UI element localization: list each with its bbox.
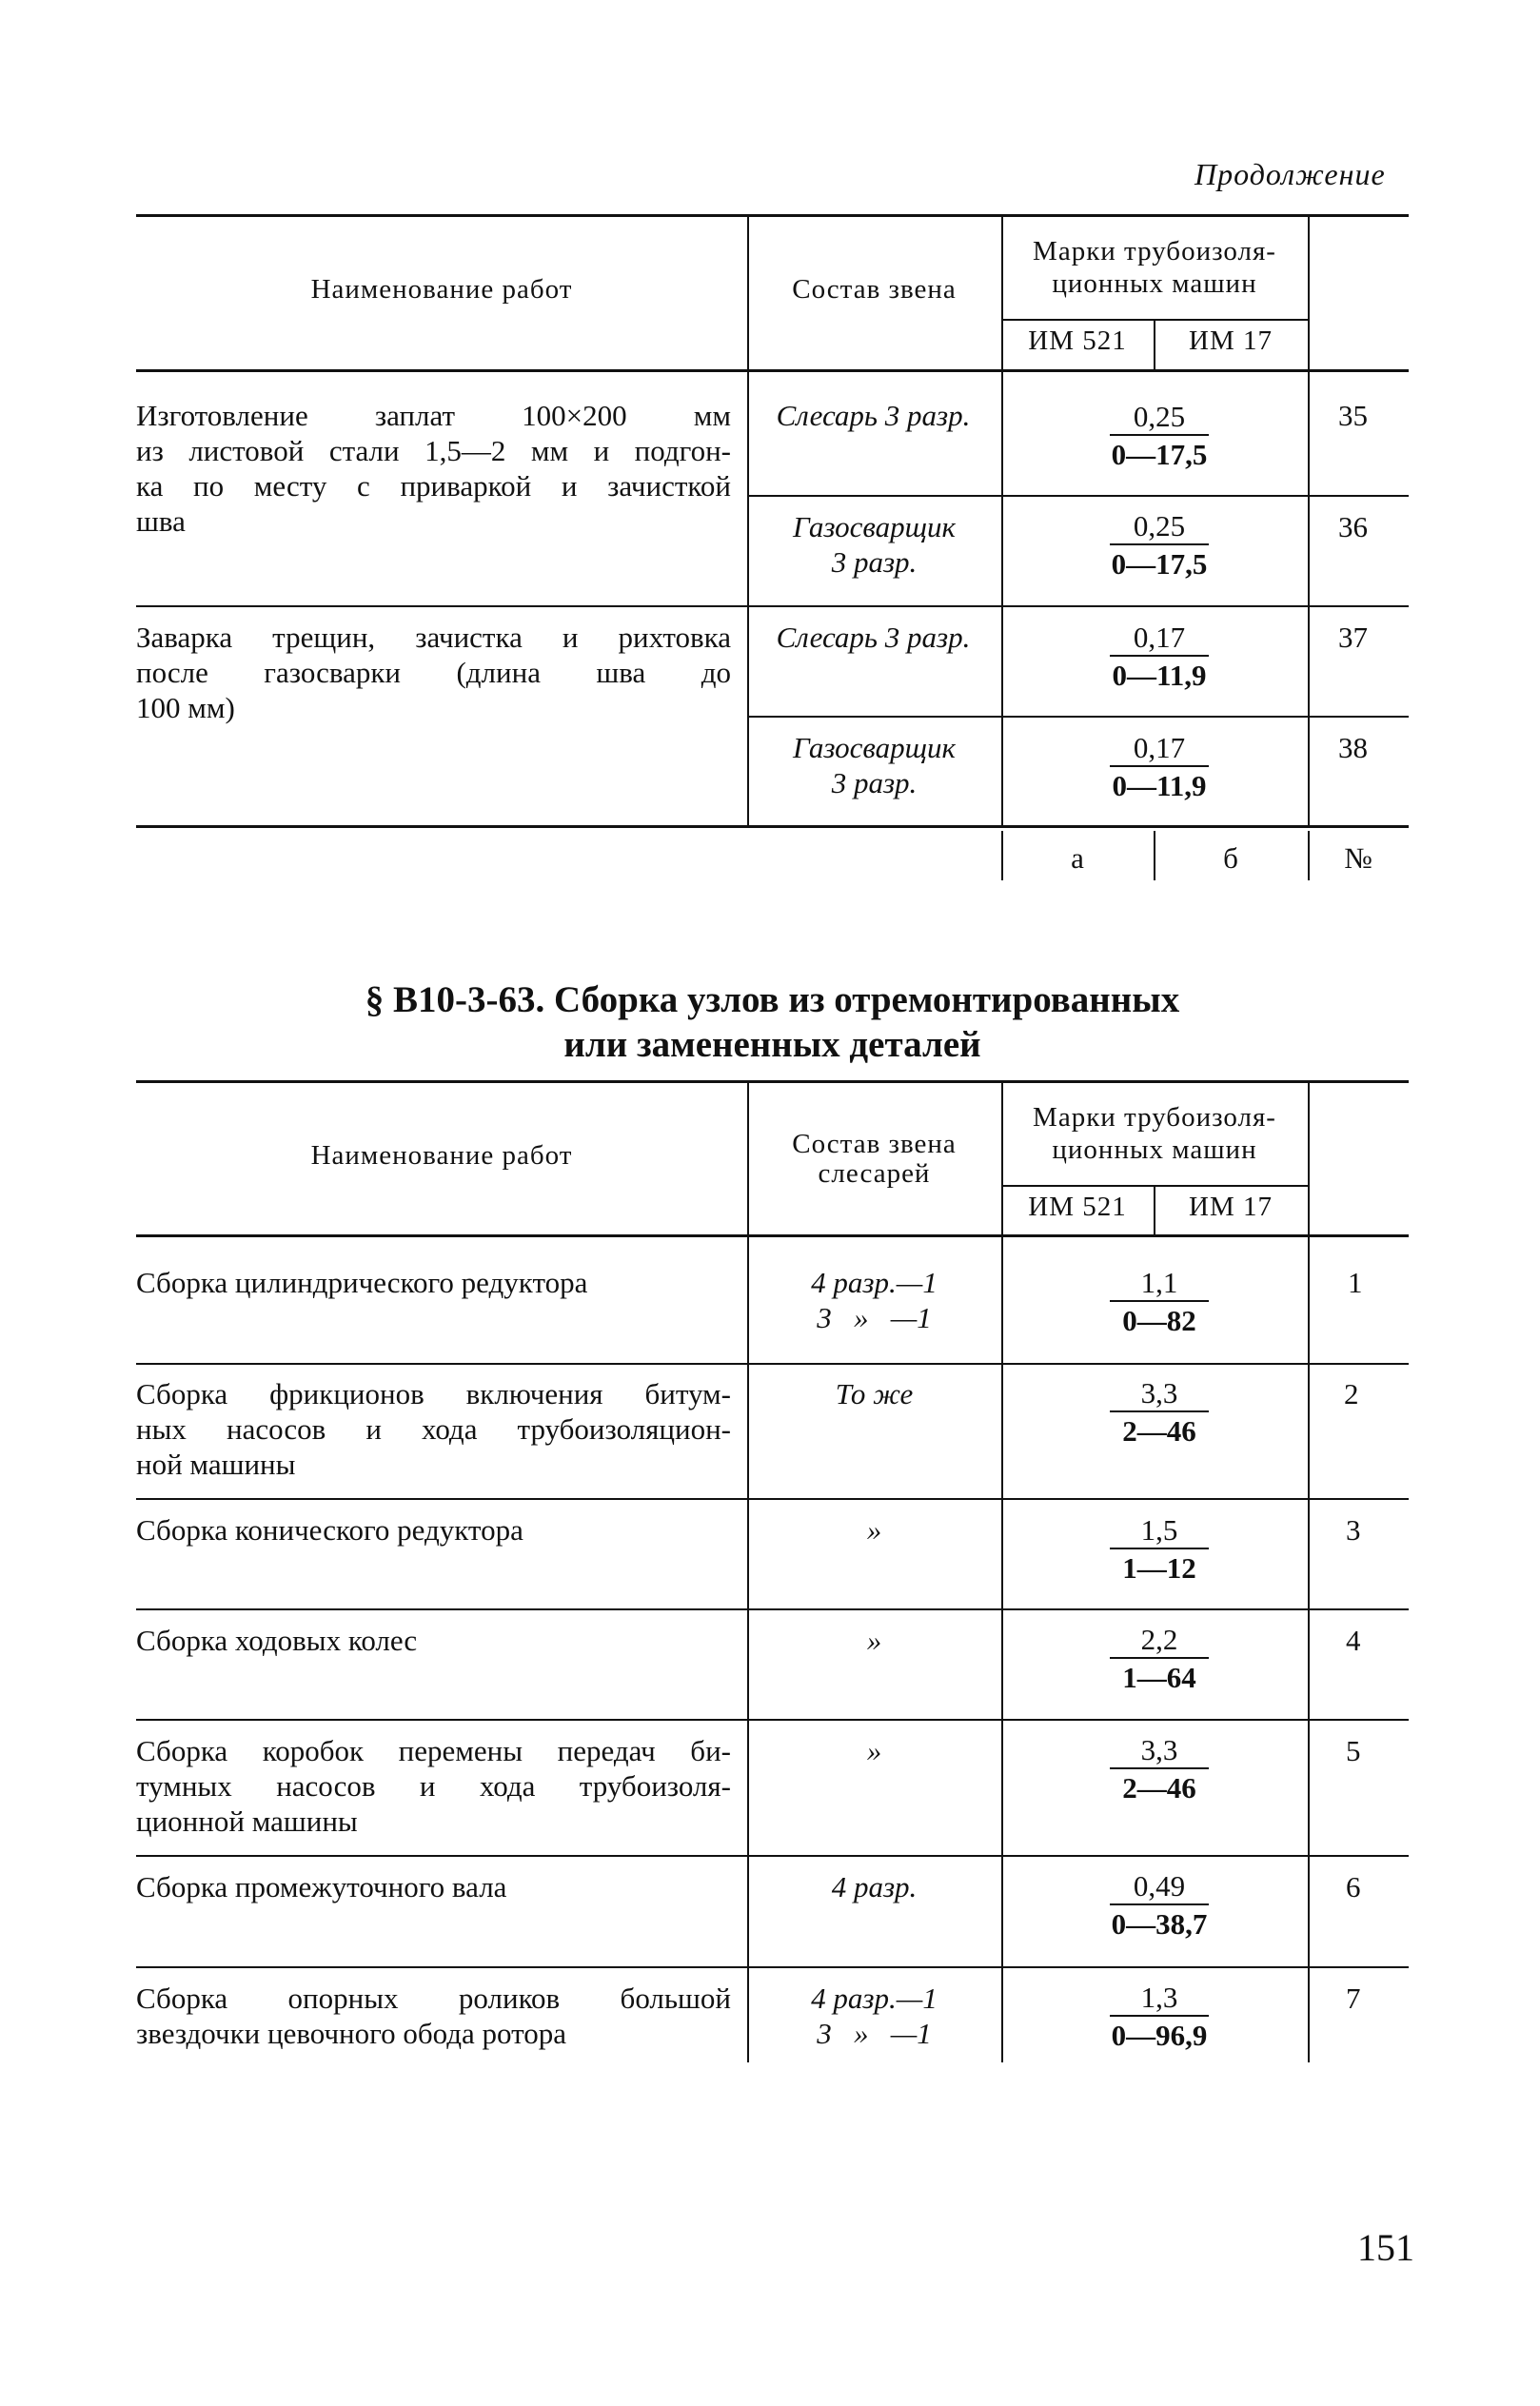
norm-fraction: [1055, 509, 1264, 583]
table-2-header-crew-1: Состав звена: [792, 1129, 957, 1159]
price-rate: 0—17,5: [1111, 547, 1208, 581]
table-1-header-bottom-rule: [136, 369, 1409, 372]
crew-composition: Газосварщик: [793, 510, 956, 543]
norm-fraction: [1055, 621, 1264, 695]
row-number: 38: [1338, 731, 1368, 764]
work-description-line: Изготовление заплат 100×200 мм: [136, 399, 731, 432]
table-1-row-1-rule: [136, 605, 1409, 607]
table-2-row-rule: [136, 1608, 1409, 1610]
work-description-line: Сборка конического редуктора: [136, 1513, 523, 1547]
time-norm: 3,3: [1140, 1376, 1178, 1410]
time-norm: 1,3: [1140, 1981, 1178, 2014]
work-description-line: ка по месту с приваркой и зачисткой: [136, 469, 731, 503]
table-2-row-rule: [136, 1966, 1409, 1968]
footer-label-number: №: [1344, 841, 1372, 875]
section-title: [136, 977, 1409, 1067]
norm-fraction: [1055, 1981, 1264, 2055]
norm-fraction: [1055, 1623, 1264, 1697]
table-2-header-bottom-rule: [136, 1234, 1409, 1237]
crew-composition: 3 разр.: [831, 766, 918, 799]
table-1-col-divider-2: [1001, 214, 1003, 825]
table-2-row-rule: [136, 1363, 1409, 1365]
table-2-header-crew-2: слесарей: [818, 1158, 931, 1189]
work-description-line: Сборка фрикционов включения битум-: [136, 1377, 731, 1410]
price-rate: 1—12: [1122, 1551, 1196, 1585]
row-number: 1: [1348, 1266, 1363, 1299]
crew-composition: 3 » —1: [817, 2017, 932, 2050]
crew-composition: Слесарь 3 разр.: [776, 621, 971, 654]
table-1-header-machine-marks-2: ционных машин: [1052, 268, 1257, 299]
table-2-row-rule: [136, 1855, 1409, 1857]
time-norm: 1,5: [1140, 1513, 1178, 1547]
row-number: 35: [1338, 399, 1368, 432]
time-norm: 0,25: [1133, 509, 1186, 542]
table-2-col-divider-2: [1001, 1080, 1003, 2062]
table-2-header-machine-marks-2: ционных машин: [1052, 1134, 1257, 1165]
norm-fraction: [1055, 1376, 1264, 1450]
work-description-line: ных насосов и хода трубоизоляцион-: [136, 1412, 731, 1446]
norm-fraction: [1055, 1266, 1264, 1340]
row-number: 5: [1346, 1734, 1361, 1767]
section-title-line: или замененных деталей: [563, 1024, 981, 1065]
table-2-col-divider-1: [747, 1080, 749, 2062]
table-1-col-divider-3: [1308, 214, 1310, 369]
row-number: 2: [1344, 1377, 1359, 1410]
work-description-line: Сборка ходовых колес: [136, 1624, 418, 1657]
footer-label-b: б: [1223, 841, 1238, 875]
work-description-line: ной машины: [136, 1448, 296, 1481]
footer-label-a: а: [1071, 841, 1084, 875]
table-2-col-divider-3: [1308, 1080, 1310, 2062]
crew-composition: 3 разр.: [831, 545, 918, 579]
time-norm: 3,3: [1140, 1733, 1178, 1766]
table-1-header-machine-marks-1: Марки трубоизоля-: [1033, 236, 1276, 266]
time-norm: 0,25: [1133, 400, 1186, 433]
time-norm: 2,2: [1140, 1623, 1178, 1656]
continuation-label: Продолжение: [1194, 157, 1386, 191]
crew-composition: Слесарь 3 разр.: [776, 399, 971, 432]
table-1-top-rule: [136, 214, 1409, 217]
row-number: 7: [1346, 1982, 1361, 2015]
price-rate: 0—17,5: [1111, 438, 1208, 471]
work-description-line: тумных насосов и хода трубоизоля-: [136, 1769, 731, 1803]
page-number: 151: [1357, 2226, 1414, 2269]
work-description-line: звездочки цевочного обода ротора: [136, 2017, 566, 2050]
section-title-line: § В10-3-63. Сборка узлов из отремонтированных: [365, 979, 1180, 1020]
row-number: 36: [1338, 510, 1368, 543]
crew-composition: 4 разр.: [831, 1870, 918, 1903]
table-2-top-rule: [136, 1080, 1409, 1083]
price-rate: 0—11,9: [1112, 659, 1207, 692]
table-1-col-divider-3-body: [1308, 369, 1310, 825]
norm-fraction: [1055, 1733, 1264, 1807]
table-2-header-im17: ИМ 17: [1189, 1192, 1273, 1222]
crew-composition: Газосварщик: [793, 731, 956, 764]
crew-composition: »: [866, 1624, 882, 1657]
crew-composition: »: [866, 1734, 882, 1767]
table-1-header-im521: ИМ 521: [1028, 325, 1127, 356]
crew-composition: 3 » —1: [817, 1301, 932, 1334]
work-description-line: шва: [136, 504, 186, 538]
crew-composition: То же: [835, 1377, 914, 1410]
time-norm: 0,17: [1133, 731, 1186, 764]
work-description-line: Сборка промежуточного вала: [136, 1870, 507, 1903]
price-rate: 0—38,7: [1111, 1907, 1208, 1941]
row-number: 37: [1338, 621, 1368, 654]
price-rate: 2—46: [1122, 1414, 1196, 1448]
work-description-line: Сборка коробок перемены передач би-: [136, 1734, 731, 1767]
time-norm: 0,49: [1133, 1869, 1186, 1903]
table-1-header-work-name: Наименование работ: [310, 274, 573, 305]
time-norm: 0,17: [1133, 621, 1186, 654]
table-2-header-machine-marks-1: Марки трубоизоля-: [1033, 1102, 1276, 1133]
norm-fraction: [1055, 731, 1264, 805]
work-description-line: Заварка трещин, зачистка и рихтовка: [136, 621, 731, 654]
table-2-header-im521: ИМ 521: [1028, 1192, 1127, 1222]
price-rate: 0—82: [1122, 1304, 1196, 1337]
price-rate: 1—64: [1122, 1661, 1196, 1694]
work-description-line: после газосварки (длина шва до: [136, 656, 731, 689]
table-2-row-rule: [136, 1719, 1409, 1721]
price-rate: 0—96,9: [1111, 2019, 1208, 2052]
table-2-header-work-name: Наименование работ: [310, 1140, 573, 1171]
work-description-line: Сборка цилиндрического редуктора: [136, 1266, 588, 1299]
table-1-header-crew: Состав звена: [792, 274, 957, 305]
norm-fraction: [1055, 1869, 1264, 1943]
work-description-line: 100 мм): [136, 691, 235, 724]
crew-composition: 4 разр.—1: [811, 1266, 938, 1299]
row-number: 4: [1346, 1624, 1361, 1657]
work-description-line: из листовой стали 1,5—2 мм и подгон-: [136, 434, 731, 467]
table-1-bottom-rule: [136, 825, 1409, 828]
work-description-line: Сборка опорных роликов большой: [136, 1982, 731, 2015]
row-number: 6: [1346, 1870, 1361, 1903]
price-rate: 0—11,9: [1112, 769, 1207, 802]
work-description-line: ционной машины: [136, 1804, 358, 1838]
crew-composition: »: [866, 1513, 882, 1547]
table-1-header-im17: ИМ 17: [1189, 325, 1273, 356]
price-rate: 2—46: [1122, 1771, 1196, 1804]
crew-composition: 4 разр.—1: [811, 1982, 938, 2015]
norm-fraction: [1055, 1513, 1264, 1588]
norm-fraction: [1055, 400, 1264, 474]
row-number: 3: [1346, 1513, 1361, 1547]
time-norm: 1,1: [1140, 1266, 1178, 1299]
table-2-row-rule: [136, 1498, 1409, 1500]
